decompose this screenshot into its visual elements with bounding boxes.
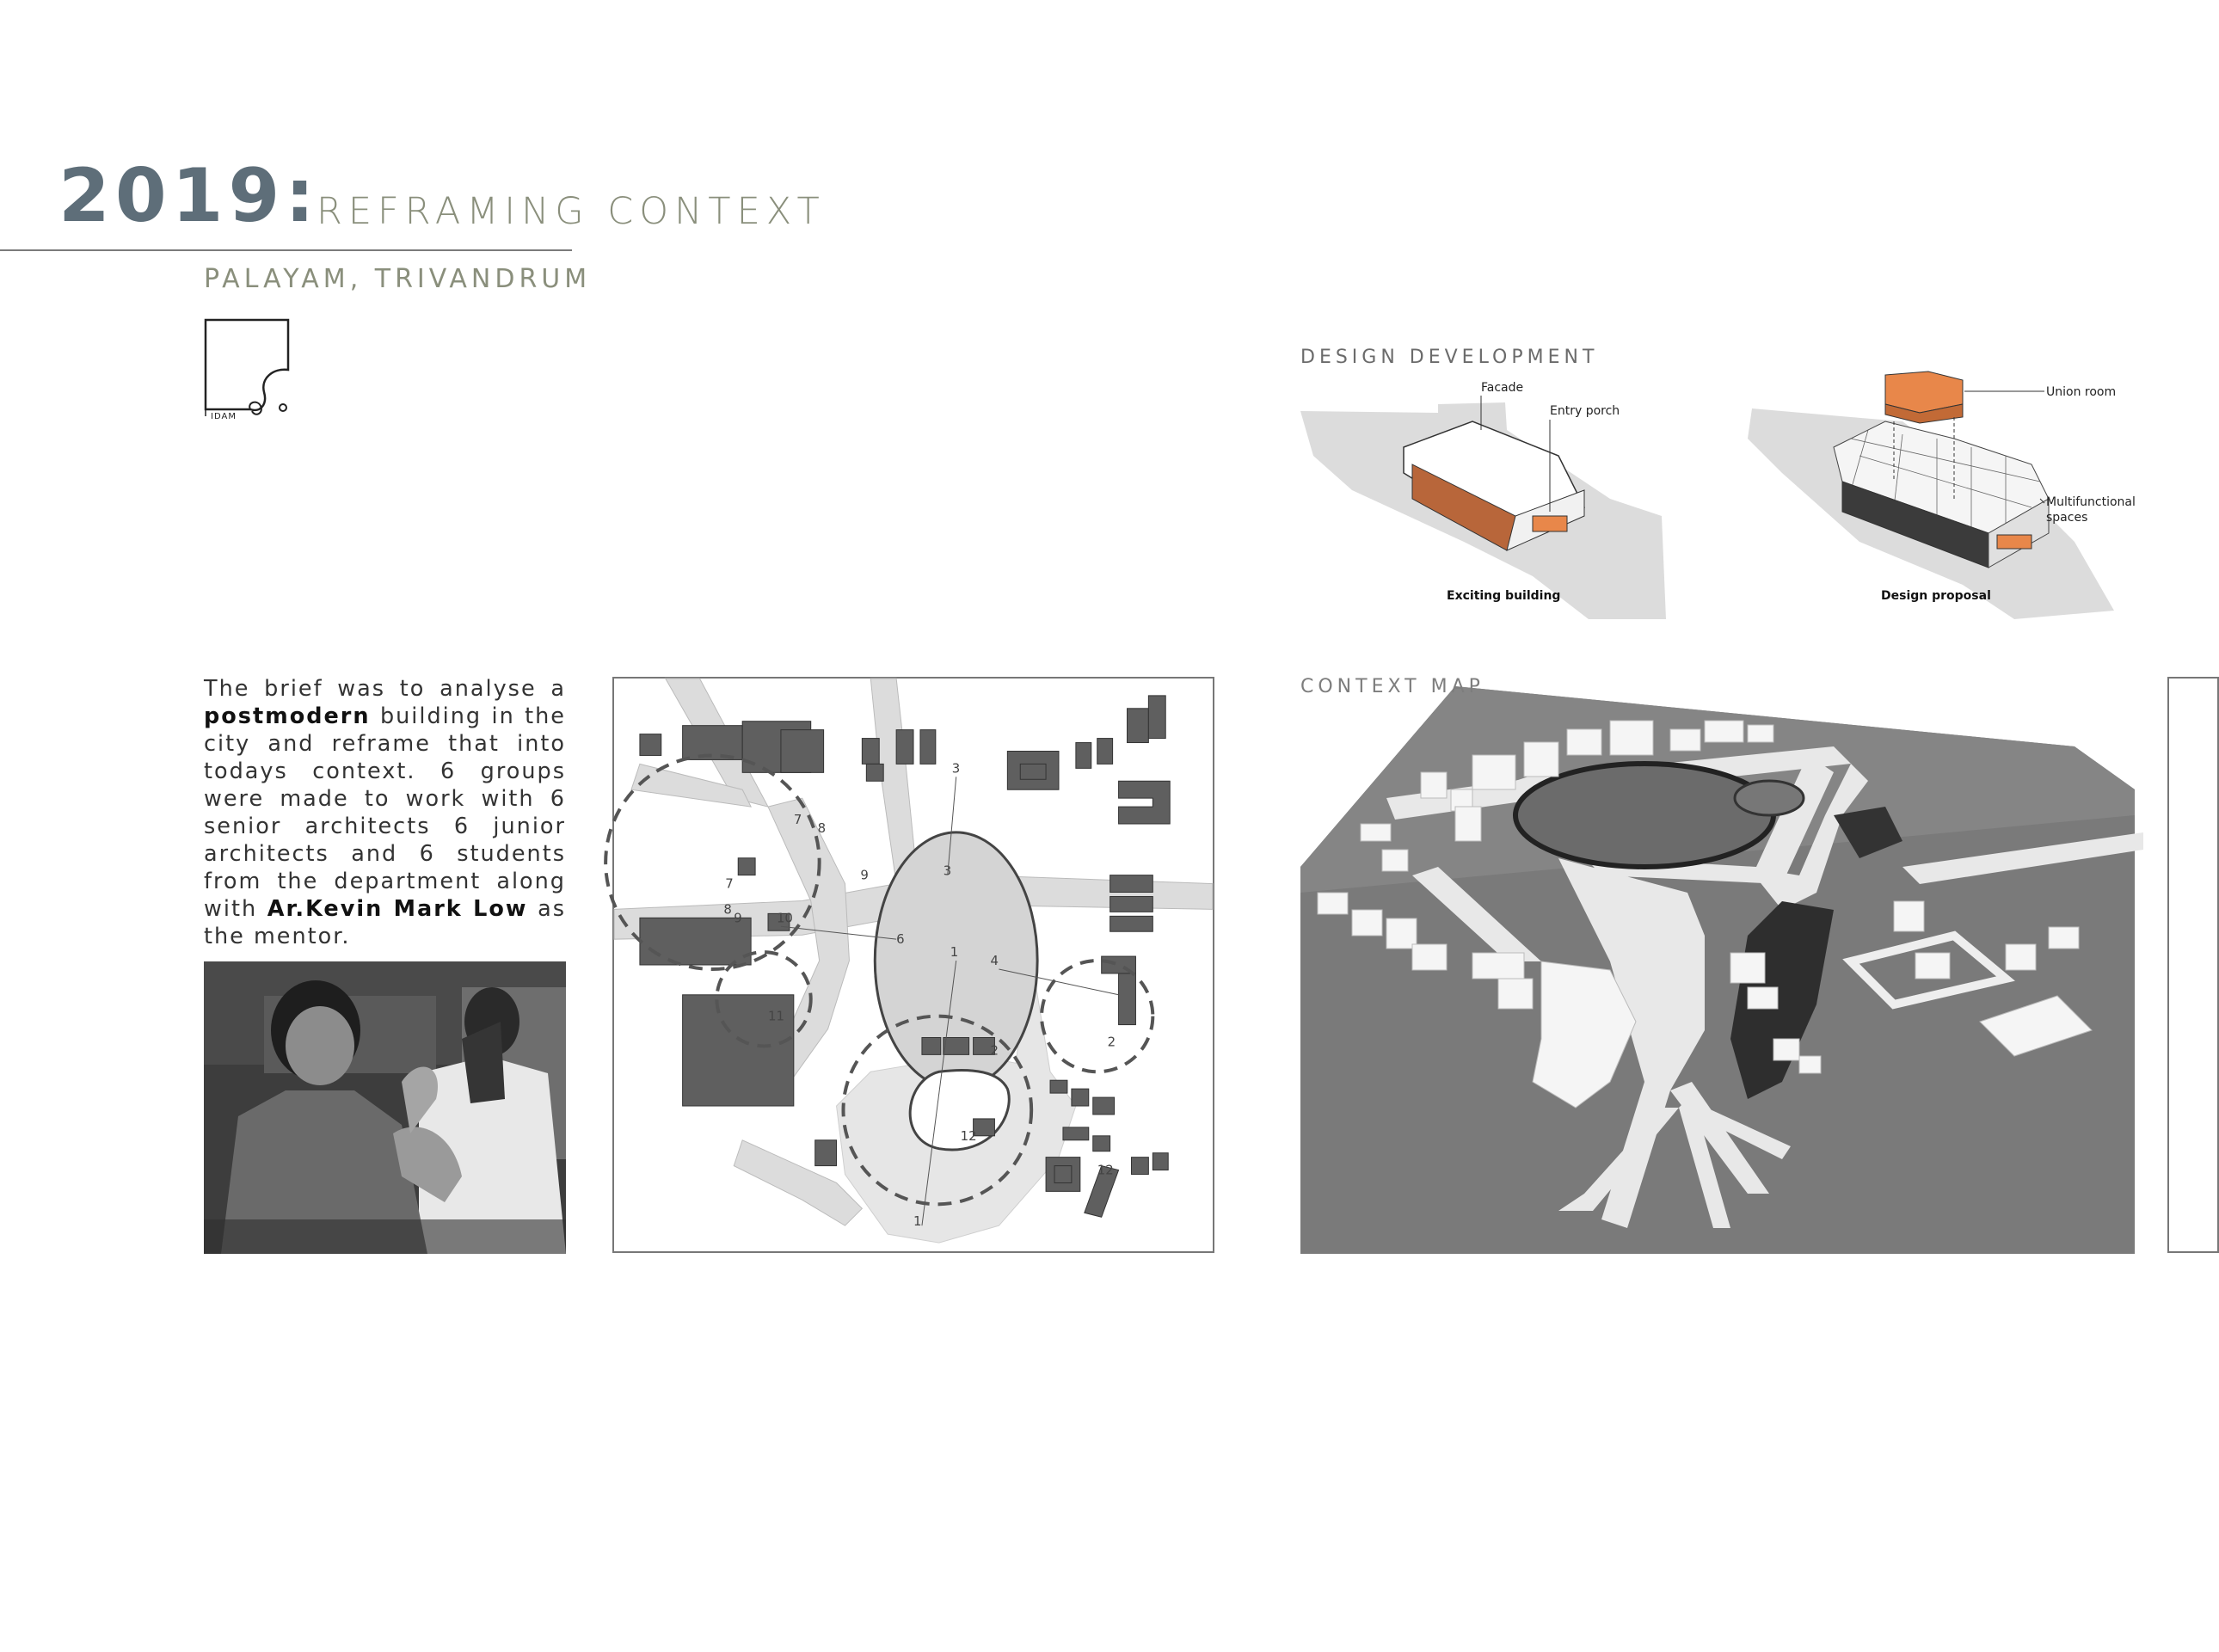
design-development-diagrams <box>1300 370 2136 628</box>
brief-text-2: building in the city and reframe that into todays context. 6 groups were made to work with 6 senior architects 6 junior architects and 6 students from the department along with <box>204 703 566 922</box>
design-development-heading: DESIGN DEVELOPMENT <box>1300 347 1599 368</box>
view-number: 2 <box>990 1042 999 1059</box>
view-number: 11 <box>768 1008 784 1024</box>
view-number: 2 <box>1107 1034 1116 1050</box>
view-number: 4 <box>990 953 999 968</box>
design-proposal-caption: Design proposal <box>1881 589 1991 603</box>
context-map-heading: CONTEXT MAP <box>1300 676 1484 697</box>
view-number: 3 <box>943 863 952 879</box>
context-map-model <box>1300 678 2135 1254</box>
view-number: 6 <box>896 931 905 948</box>
view-number: 1 <box>913 1213 922 1230</box>
title-divider <box>0 249 572 251</box>
view-number: 12 <box>960 1127 977 1144</box>
brief-text-1: The brief was to analyse a <box>204 676 566 702</box>
view-number: 12 <box>1097 1162 1114 1178</box>
next-panel-frame <box>2167 677 2219 1253</box>
union-room-label: Union room <box>2046 385 2117 399</box>
view-number: 8 <box>723 901 732 918</box>
view-number: 3 <box>951 760 961 777</box>
year-heading: 2019: <box>58 153 320 239</box>
page-title: REFRAMING CONTEXT <box>317 190 826 233</box>
spaces-label: spaces <box>2046 511 2088 525</box>
brief-text-3: as the mentor. <box>204 896 566 949</box>
brief-paragraph <box>204 675 566 950</box>
view-number: 10 <box>776 910 793 926</box>
brief-bold-mentor: Ar.Kevin Mark Low <box>267 896 528 922</box>
brief-bold-postmodern: postmodern <box>204 703 371 729</box>
idam-logo-icon <box>204 318 292 421</box>
view-number: 7 <box>725 875 734 892</box>
location-subtitle: PALAYAM, TRIVANDRUM <box>204 264 592 294</box>
view-number: 9 <box>734 910 742 926</box>
facade-label: Facade <box>1481 381 1524 395</box>
design-proposal-diagram <box>1748 372 2136 619</box>
view-number: 7 <box>793 811 802 827</box>
view-number: 9 <box>860 867 869 883</box>
existing-building-caption: Exciting building <box>1447 589 1561 603</box>
mentor-photo <box>204 961 566 1254</box>
logo-text: IDAM <box>211 412 237 421</box>
site-map <box>612 677 1214 1253</box>
existing-building-diagram <box>1300 381 1666 619</box>
view-number: 8 <box>817 820 827 836</box>
multifunctional-label: Multifunctional <box>2046 495 2136 509</box>
entry-porch-label: Entry porch <box>1550 404 1620 418</box>
view-number: 1 <box>950 944 959 961</box>
